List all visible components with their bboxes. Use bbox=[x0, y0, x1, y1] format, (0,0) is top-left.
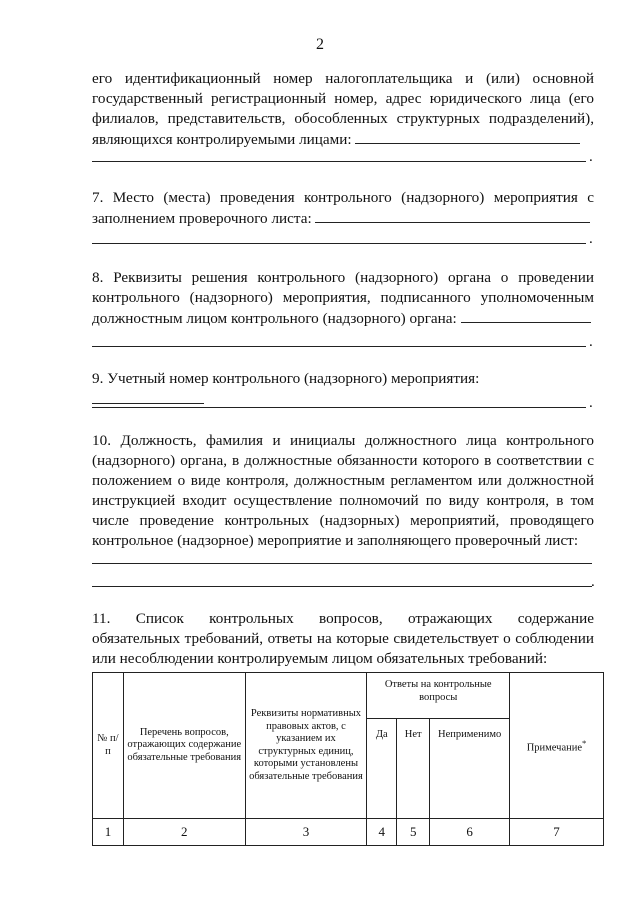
column-number: 3 bbox=[245, 819, 367, 846]
header-answers: Ответы на контрольные вопросы bbox=[367, 673, 510, 719]
period-mark: . bbox=[589, 395, 593, 411]
paragraph-controlled-persons bbox=[92, 69, 594, 150]
header-note-label: Примечание bbox=[526, 742, 583, 753]
fill-in-line[interactable] bbox=[315, 208, 590, 223]
text-line: (надзорного) органа, в должностные обязанности которого в соответствии с bbox=[92, 452, 594, 469]
column-number-row bbox=[93, 819, 604, 846]
text-line: положением о виде контроля, должностным регламентом или должностной bbox=[92, 472, 594, 489]
header-no: Нет bbox=[397, 719, 430, 819]
text-line-label: 9. Учетный номер контрольного (надзорного) мероприятия: bbox=[92, 370, 480, 387]
text-line: или несоблюдении контролируемым лицом обязательных требований: bbox=[92, 650, 548, 667]
period-mark: . bbox=[589, 149, 593, 165]
text-line bbox=[92, 308, 594, 329]
page-number: 2 bbox=[316, 36, 324, 53]
column-number: 4 bbox=[367, 819, 397, 846]
period-mark: . bbox=[589, 334, 593, 350]
paragraph-9 bbox=[92, 369, 594, 410]
column-number: 7 bbox=[510, 819, 604, 846]
column-number: 6 bbox=[430, 819, 510, 846]
text-line: числе проведение контрольных (надзорных) мероприятий, проводящего bbox=[92, 512, 594, 529]
text-line-label: являющихся контролируемыми лицами: bbox=[92, 131, 352, 148]
text-line-label: заполнением проверочного листа: bbox=[92, 210, 312, 227]
checklist-table bbox=[92, 672, 604, 846]
text-line: 8. Реквизиты решения контрольного (надзорного) органа о проведении bbox=[92, 269, 594, 286]
text-line: контрольное (надзорное) мероприятие и заполняющего проверочный лист: bbox=[92, 532, 579, 549]
footnote-mark: * bbox=[582, 737, 587, 748]
text-line: 11. Список контрольных вопросов, отражающих содержание bbox=[92, 610, 594, 627]
paragraph-11 bbox=[92, 609, 594, 669]
header-questions: Перечень вопросов, отражающих содержание обязательные требования bbox=[123, 673, 245, 819]
text-line bbox=[92, 129, 594, 150]
period-mark: . bbox=[589, 231, 593, 247]
text-line: 10. Должность, фамилия и инициалы должностного лица контрольного bbox=[92, 432, 594, 449]
fill-in-line[interactable] bbox=[92, 346, 586, 347]
text-line: государственный регистрационный номер, адрес юридического лица (его bbox=[92, 90, 594, 107]
header-yes: Да bbox=[367, 719, 397, 819]
column-number: 1 bbox=[93, 819, 124, 846]
header-requisites: Реквизиты нормативных правовых актов, с указанием их структурных единиц, которыми установлены обязательные требования bbox=[245, 673, 367, 819]
text-line: филиалов, представительств, обособленных структурных подразделений), bbox=[92, 110, 594, 127]
fill-in-line[interactable] bbox=[92, 161, 586, 162]
fill-in-line[interactable] bbox=[92, 243, 586, 244]
fill-in-line[interactable] bbox=[92, 389, 204, 404]
column-number: 2 bbox=[123, 819, 245, 846]
fill-in-line[interactable] bbox=[92, 563, 592, 564]
paragraph-8 bbox=[92, 268, 594, 329]
fill-in-line[interactable] bbox=[92, 407, 586, 408]
fill-in-line[interactable] bbox=[461, 308, 591, 323]
text-line bbox=[92, 369, 594, 410]
text-line: 7. Место (места) проведения контрольного (надзорного) мероприятия с bbox=[92, 189, 594, 206]
header-note bbox=[510, 673, 604, 819]
header-not-applicable: Неприменимо bbox=[430, 719, 510, 819]
period-mark: . bbox=[591, 574, 595, 590]
fill-in-line[interactable] bbox=[355, 129, 580, 144]
column-number: 5 bbox=[397, 819, 430, 846]
text-line: контрольного (надзорного) мероприятия, подписанного уполномоченным bbox=[92, 289, 594, 306]
text-line: обязательных требований, ответы на которые свидетельствует о соблюдении bbox=[92, 630, 594, 647]
text-line: инструкцией входит осуществление полномочий по виду контроля, в том bbox=[92, 492, 594, 509]
text-line: его идентификационный номер налогоплательщика и (или) основной bbox=[92, 70, 594, 87]
fill-in-line[interactable] bbox=[92, 586, 592, 587]
paragraph-10 bbox=[92, 431, 594, 551]
paragraph-7 bbox=[92, 188, 594, 229]
text-line-label: должностным лицом контрольного (надзорного) органа: bbox=[92, 310, 457, 327]
text-line bbox=[92, 208, 594, 229]
header-number: № п/п bbox=[93, 673, 124, 819]
